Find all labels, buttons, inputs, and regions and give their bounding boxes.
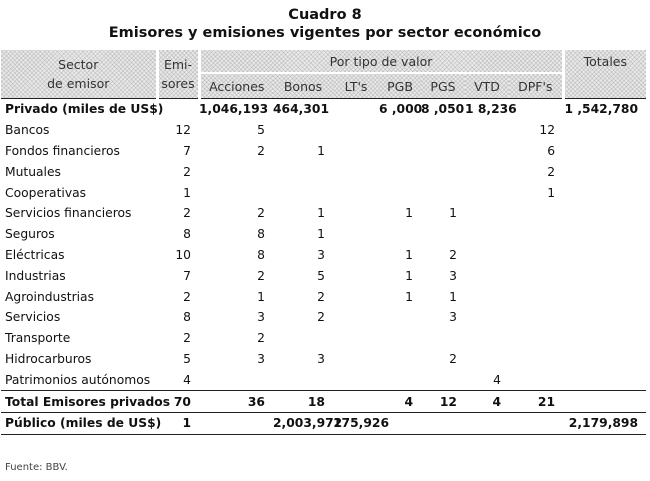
cell-emisores: 2 bbox=[183, 206, 191, 221]
sector-cell: Privado (miles de US$) bbox=[1, 99, 157, 120]
cell-lts bbox=[333, 369, 379, 390]
cell-lts bbox=[333, 265, 379, 286]
cell-acciones: 36 bbox=[199, 391, 273, 413]
cell-acciones: 5 bbox=[257, 123, 265, 138]
sector-cell: Cooperativas bbox=[5, 185, 87, 200]
table-row bbox=[1, 307, 646, 328]
cell-emisores: 7 bbox=[183, 143, 191, 158]
cell-pgs: 1 bbox=[449, 289, 457, 304]
cell-lts bbox=[333, 182, 379, 203]
cell-totales bbox=[563, 391, 646, 413]
cell-totales bbox=[563, 369, 646, 390]
cell-emisores: 2 bbox=[183, 164, 191, 179]
cell-emisores: 8 bbox=[183, 227, 191, 242]
cell-lts bbox=[333, 141, 379, 162]
table-row bbox=[1, 391, 646, 413]
cell-vtd bbox=[465, 307, 509, 328]
header-emisores bbox=[157, 50, 199, 99]
cell-pgb: 1 bbox=[405, 268, 413, 283]
cell-pgb bbox=[379, 182, 421, 203]
cell-dpf bbox=[509, 224, 563, 245]
cell-pgb: 1 bbox=[405, 289, 413, 304]
sector-cell: Industrias bbox=[5, 268, 66, 283]
table-row bbox=[1, 99, 646, 120]
cell-dpf bbox=[509, 99, 563, 120]
cell-bonos: 18 bbox=[273, 391, 333, 413]
table-subtitle: Emisores y emisiones vigentes por sector económico bbox=[108, 25, 542, 41]
cell-totales bbox=[563, 161, 646, 182]
sector-cell: Servicios bbox=[5, 310, 61, 325]
sector-cell: Mutuales bbox=[5, 164, 61, 179]
sector-cell: Total Emisores privados bbox=[1, 391, 157, 413]
cell-acciones: 2 bbox=[257, 268, 265, 283]
cell-acciones: 1 bbox=[257, 289, 265, 304]
header-emisores-line2: sores bbox=[161, 76, 195, 91]
sector-cell: Transporte bbox=[5, 331, 71, 346]
cell-totales bbox=[563, 286, 646, 307]
cell-lts bbox=[333, 99, 379, 120]
cell-pgb bbox=[379, 224, 421, 245]
cell-dpf bbox=[509, 412, 563, 434]
cell-pgs: 3 bbox=[449, 268, 457, 283]
header-totales: Totales bbox=[563, 50, 646, 99]
cell-pgs: 1 bbox=[449, 206, 457, 221]
cell-dpf: 6 bbox=[547, 143, 556, 158]
header-pgs: PGS bbox=[421, 73, 465, 99]
cell-dpf bbox=[509, 286, 563, 307]
cell-vtd bbox=[465, 224, 509, 245]
table-row bbox=[1, 369, 646, 390]
cell-vtd bbox=[465, 120, 509, 141]
cell-bonos bbox=[273, 369, 333, 390]
cell-pgs bbox=[421, 412, 465, 434]
cell-lts bbox=[333, 328, 379, 349]
cell-bonos bbox=[273, 182, 333, 203]
cell-bonos: 3 bbox=[317, 351, 325, 366]
cell-pgs bbox=[421, 141, 465, 162]
sector-cell: Seguros bbox=[5, 227, 55, 242]
cell-vtd bbox=[465, 286, 509, 307]
cell-totales: 2,179,898 bbox=[563, 412, 646, 434]
cell-emisores: 4 bbox=[183, 372, 191, 387]
cell-totales bbox=[563, 307, 646, 328]
table-row bbox=[1, 141, 646, 162]
table-body bbox=[1, 99, 646, 435]
table-row bbox=[1, 161, 646, 182]
cell-acciones bbox=[199, 182, 273, 203]
sector-cell: Público (miles de US$) bbox=[1, 412, 157, 434]
cell-emisores: 7 bbox=[183, 268, 191, 283]
cell-acciones: 3 bbox=[257, 310, 265, 325]
cell-bonos: 1 bbox=[317, 143, 325, 158]
cell-vtd bbox=[465, 141, 509, 162]
cell-acciones: 3 bbox=[257, 351, 265, 366]
header-tipo-de-valor: Por tipo de valor bbox=[199, 50, 563, 73]
table-row bbox=[1, 245, 646, 266]
cell-vtd bbox=[465, 328, 509, 349]
cell-acciones: 2 bbox=[257, 331, 265, 346]
table-row bbox=[1, 182, 646, 203]
cell-totales bbox=[563, 224, 646, 245]
cell-vtd bbox=[465, 349, 509, 370]
emisores-table bbox=[1, 50, 646, 435]
cell-pgs bbox=[421, 161, 465, 182]
cell-pgs bbox=[421, 120, 465, 141]
cell-pgs bbox=[421, 369, 465, 390]
sector-cell: Patrimonios autónomos bbox=[5, 372, 151, 387]
cell-bonos: 2 bbox=[317, 310, 325, 325]
cell-acciones: 1,046,193 bbox=[199, 99, 273, 120]
cell-vtd: 4 bbox=[493, 372, 501, 387]
cell-lts bbox=[333, 203, 379, 224]
cell-lts bbox=[333, 391, 379, 413]
cell-totales bbox=[563, 328, 646, 349]
cell-bonos bbox=[273, 161, 333, 182]
header-emisores-line1: Emi- bbox=[163, 57, 193, 72]
cell-totales bbox=[563, 245, 646, 266]
cell-emisores: 70 bbox=[157, 391, 199, 413]
cell-emisores: 1 bbox=[157, 412, 199, 434]
cell-totales: 1 ,542,780 bbox=[563, 99, 646, 120]
cell-acciones: 8 bbox=[257, 227, 265, 242]
cell-bonos: 5 bbox=[317, 268, 325, 283]
cell-vtd bbox=[465, 203, 509, 224]
cell-pgb bbox=[379, 349, 421, 370]
table-row bbox=[1, 349, 646, 370]
header-dpf: DPF's bbox=[509, 73, 563, 99]
sector-cell: Hidrocarburos bbox=[5, 351, 92, 366]
table-row bbox=[1, 328, 646, 349]
cell-vtd: 4 bbox=[465, 391, 509, 413]
cell-vtd bbox=[465, 245, 509, 266]
cell-pgb bbox=[379, 328, 421, 349]
cell-emisores: 2 bbox=[183, 331, 191, 346]
cell-bonos: 1 bbox=[317, 227, 325, 242]
cell-bonos: 3 bbox=[317, 247, 325, 262]
cell-dpf bbox=[509, 307, 563, 328]
cell-vtd: 1 8,236 bbox=[465, 99, 509, 120]
cell-bonos bbox=[273, 328, 333, 349]
cell-emisores: 5 bbox=[183, 351, 191, 366]
cell-dpf bbox=[509, 245, 563, 266]
cell-lts bbox=[333, 349, 379, 370]
sector-cell: Servicios financieros bbox=[5, 206, 132, 221]
cell-pgs bbox=[421, 182, 465, 203]
cell-emisores: 12 bbox=[175, 123, 191, 138]
table-row bbox=[1, 412, 646, 434]
cell-acciones bbox=[199, 412, 273, 434]
cell-dpf: 21 bbox=[509, 391, 563, 413]
cell-totales bbox=[563, 203, 646, 224]
header-sector bbox=[1, 50, 157, 99]
cell-emisores: 2 bbox=[183, 289, 191, 304]
table-row bbox=[1, 224, 646, 245]
cell-lts bbox=[333, 307, 379, 328]
header-lts: LT's bbox=[333, 73, 379, 99]
cell-lts: 175,926 bbox=[333, 412, 379, 434]
cell-pgb bbox=[379, 369, 421, 390]
cell-totales bbox=[563, 182, 646, 203]
cell-dpf bbox=[509, 369, 563, 390]
cell-vtd bbox=[465, 265, 509, 286]
sector-cell: Eléctricas bbox=[5, 247, 65, 262]
header-acciones: Acciones bbox=[199, 73, 273, 99]
cell-lts bbox=[333, 161, 379, 182]
cell-emisores bbox=[157, 99, 199, 120]
cell-totales bbox=[563, 265, 646, 286]
header-vtd: VTD bbox=[465, 73, 509, 99]
cell-bonos: 2 bbox=[317, 289, 325, 304]
cell-acciones bbox=[199, 161, 273, 182]
cell-pgb bbox=[379, 141, 421, 162]
header-sector-line2: de emisor bbox=[47, 76, 110, 91]
cell-pgb: 4 bbox=[379, 391, 421, 413]
cell-dpf bbox=[509, 328, 563, 349]
cell-pgs: 8 ,050 bbox=[421, 99, 465, 120]
table-row bbox=[1, 203, 646, 224]
cell-acciones: 2 bbox=[257, 143, 265, 158]
cell-acciones: 2 bbox=[257, 206, 265, 221]
cell-pgs: 2 bbox=[449, 351, 457, 366]
cell-totales bbox=[563, 120, 646, 141]
cell-lts bbox=[333, 120, 379, 141]
cell-pgb bbox=[379, 161, 421, 182]
cell-dpf: 12 bbox=[539, 123, 556, 138]
sector-cell: Agroindustrias bbox=[5, 289, 94, 304]
cell-emisores: 1 bbox=[183, 185, 191, 200]
cell-pgb: 1 bbox=[405, 247, 413, 262]
cell-totales bbox=[563, 141, 646, 162]
cell-bonos: 1 bbox=[317, 206, 325, 221]
cell-acciones: 8 bbox=[257, 247, 265, 262]
cell-dpf bbox=[509, 203, 563, 224]
cell-vtd bbox=[465, 412, 509, 434]
cell-bonos: 2,003,972 bbox=[273, 412, 333, 434]
cell-lts bbox=[333, 286, 379, 307]
cell-pgb bbox=[379, 120, 421, 141]
cell-pgs: 12 bbox=[421, 391, 465, 413]
header-sector-line1: Sector bbox=[58, 57, 99, 72]
cell-pgs bbox=[421, 328, 465, 349]
cell-vtd bbox=[465, 161, 509, 182]
cell-lts bbox=[333, 224, 379, 245]
cell-pgs: 2 bbox=[449, 247, 457, 262]
cell-bonos bbox=[273, 120, 333, 141]
table-title: Cuadro 8 bbox=[288, 7, 362, 23]
table-row bbox=[1, 286, 646, 307]
cell-vtd bbox=[465, 182, 509, 203]
cell-pgb: 1 bbox=[405, 206, 413, 221]
table-row bbox=[1, 265, 646, 286]
cell-acciones bbox=[199, 369, 273, 390]
cell-dpf bbox=[509, 265, 563, 286]
source-note: Fuente: BBV. bbox=[5, 462, 68, 473]
cell-lts bbox=[333, 245, 379, 266]
cell-emisores: 8 bbox=[183, 310, 191, 325]
sector-cell: Bancos bbox=[5, 123, 50, 138]
cell-pgs: 3 bbox=[449, 310, 457, 325]
header-bonos: Bonos bbox=[273, 73, 333, 99]
sector-cell: Fondos financieros bbox=[5, 143, 120, 158]
cell-pgb bbox=[379, 307, 421, 328]
cell-pgs bbox=[421, 224, 465, 245]
cell-emisores: 10 bbox=[175, 247, 191, 262]
cell-dpf bbox=[509, 349, 563, 370]
cell-pgb: 6 ,000 bbox=[379, 99, 421, 120]
cell-totales bbox=[563, 349, 646, 370]
cell-dpf: 1 bbox=[547, 185, 556, 200]
cell-dpf: 2 bbox=[547, 164, 556, 179]
table-row bbox=[1, 120, 646, 141]
header-pgb: PGB bbox=[379, 73, 421, 99]
cell-bonos: 464,301 bbox=[273, 99, 333, 120]
